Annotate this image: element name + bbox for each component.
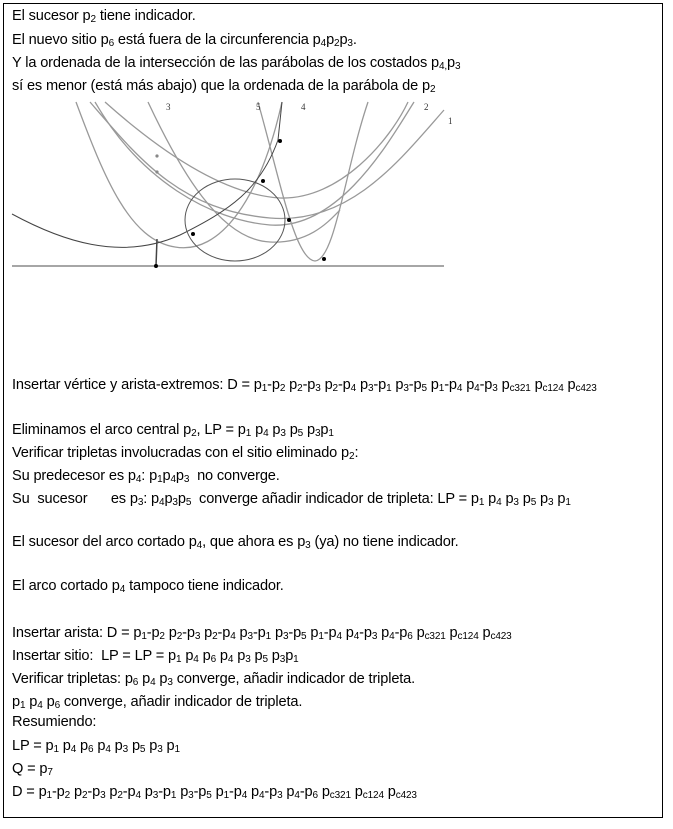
- subscript: 3: [137, 497, 144, 508]
- subscript: 4: [336, 631, 342, 642]
- circumcircle: [185, 179, 285, 261]
- parabola-4: [12, 102, 282, 247]
- subscript: c321: [424, 631, 446, 642]
- step-line: $D = p_1-p_2$ $p_2-p_3$ $p_2-p_4$ $p_3-p_1$ $p_3-p_5$ $p_1-p_4$ $p_4-p_3$ $p_4-p_6$ $p_{c321}$ $p_{c124}$ $p_{c423}$: [12, 784, 417, 801]
- subscript: 3: [314, 428, 321, 439]
- subscript: 6: [108, 38, 114, 49]
- subscript: 5: [421, 383, 427, 394]
- subscript: c423: [575, 383, 597, 394]
- subscript: 4: [227, 654, 234, 665]
- subscript: 3: [492, 383, 498, 394]
- intro-line: Y la ordenada de la intersección de las parábolas de los costados $p_{4,}p_3$: [12, 55, 461, 72]
- subscript: 2: [176, 631, 183, 642]
- subscript: 3: [100, 790, 106, 801]
- step-line: Verificar tripletas involucradas con el sitio eliminado $p_2$:: [12, 445, 359, 462]
- subscript: 1: [386, 383, 392, 394]
- subscript: 2: [81, 790, 88, 801]
- subscript: 1: [53, 744, 59, 755]
- subscript: 3: [277, 790, 283, 801]
- subscript: 6: [407, 631, 413, 642]
- site-point: [322, 257, 326, 261]
- parabola-left: [76, 102, 282, 248]
- site-point: [287, 218, 291, 222]
- step-line: Verificar tripletas: $p_6$ $p_4$ $p_3$ converge, añadir indicador de tripleta.: [12, 671, 416, 688]
- subscript: 1: [19, 700, 26, 711]
- subscript: 4: [263, 428, 269, 439]
- subscript: 5: [297, 428, 304, 439]
- subscript: 4: [230, 631, 236, 642]
- subscript: 2: [191, 428, 197, 439]
- subscript: 4: [37, 700, 43, 711]
- step-line: Insertar sitio: LP = LP = $p_1$ $p_4$ $p_6$ $p_4$ $p_3$ $p_5$ $p_3p_1$: [12, 648, 299, 665]
- site-point: [278, 139, 282, 143]
- subscript: 5: [139, 744, 146, 755]
- parabola-2: [95, 102, 414, 225]
- subscript: 1: [245, 428, 252, 439]
- subscript: 5: [262, 654, 268, 665]
- subscript: 4: [496, 497, 502, 508]
- subscript: 1: [261, 383, 268, 394]
- subscript: 4: [294, 790, 300, 801]
- subscript: 4: [150, 677, 156, 688]
- subscript: 1: [170, 790, 177, 801]
- subscript: 3: [194, 631, 201, 642]
- subscript: 5: [530, 497, 537, 508]
- subscript: 1: [141, 631, 147, 642]
- subscript: 5: [206, 790, 212, 801]
- site-point-gray: [155, 154, 158, 157]
- subscript: 3: [367, 383, 374, 394]
- subscript: 2: [429, 84, 436, 95]
- subscript: 3: [279, 654, 286, 665]
- subscript: 3: [167, 677, 173, 688]
- curve-label: 1: [448, 116, 453, 126]
- step-line: Insertar vértice y arista-extremos: $D = p_1-p_2$ $p_2-p_3$ $p_2-p_4$ $p_3-p_1$ $p_3-p_5$ $p_1-p_4$ $p_4-p_3$ $p_{c321}$ $p_{c124}$ $p_{c423}$: [12, 377, 597, 394]
- subscript: 2: [117, 790, 123, 801]
- subscript: 3: [157, 744, 163, 755]
- subscript: 1: [438, 383, 445, 394]
- subscript: 4: [241, 790, 248, 801]
- beachline-diagram: [10, 100, 453, 272]
- step-line: El arco cortado $p_4$ tampoco tiene indicador.: [12, 578, 284, 595]
- subscript: c321: [509, 383, 531, 394]
- intro-line: El nuevo sitio $p_6$ está fuera de la circunferencia $p_4p_2p_3$.: [12, 32, 357, 49]
- subscript: 5: [185, 497, 192, 508]
- subscript: 4: [320, 38, 327, 49]
- subscript: 2: [334, 38, 340, 49]
- subscript: 6: [210, 654, 217, 665]
- subscript: 3: [247, 631, 253, 642]
- subscript: 2: [212, 631, 218, 642]
- subscript: 3: [513, 497, 519, 508]
- subscript: 4: [258, 790, 265, 801]
- subscript: 4: [170, 474, 176, 485]
- subscript: 3: [347, 38, 353, 49]
- subscript: 4: [353, 631, 360, 642]
- site-point: [154, 264, 158, 268]
- step-line: Su sucesor es $p_3$: $p_4p_3p_5$ converge añadir indicador de tripleta: LP = $p_1$ $p_4$ $p_3$ $p_5$ $p_3$ $p_1$: [12, 491, 571, 508]
- subscript: 1: [46, 790, 52, 801]
- subscript: 3: [172, 497, 178, 508]
- subscript: 1: [157, 474, 163, 485]
- subscript: 6: [312, 790, 318, 801]
- subscript: 4: [159, 497, 165, 508]
- subscript: c423: [395, 790, 417, 801]
- subscript: c124: [362, 790, 384, 801]
- curve-label: 3: [166, 102, 171, 112]
- step-line: Insertar arista: $D = p_1-p_2$ $p_2-p_3$ $p_2-p_4$ $p_3-p_1$ $p_3-p_5$ $p_1-p_4$ $p_4-p_3$ $p_4-p_6$ $p_{c321}$ $p_{c124}$ $p_{c423}$: [12, 625, 512, 642]
- subscript: 2: [332, 383, 338, 394]
- intro-line: sí es menor (está más abajo) que la ordenada de la parábola de $p_2$: [12, 78, 436, 95]
- subscript: 6: [132, 677, 139, 688]
- step-line: LP = $p_1$ $p_4$ $p_6$ $p_4$ $p_3$ $p_5$ $p_3$ $p_1$: [12, 738, 180, 755]
- subscript: 3: [282, 631, 289, 642]
- subscript: 1: [174, 744, 180, 755]
- site-point-gray: [155, 170, 158, 173]
- subscript: 2: [297, 383, 303, 394]
- subscript: 6: [88, 744, 94, 755]
- subscript: c321: [329, 790, 351, 801]
- subscript: 3: [188, 790, 194, 801]
- subscript: 3: [371, 631, 378, 642]
- parabola-5: [258, 102, 368, 261]
- step-line: El sucesor del arco cortado $p_4$, que ahora es $p_3$ (ya) no tiene indicador.: [12, 534, 459, 551]
- subscript: 2: [64, 790, 71, 801]
- curve-label: 4: [301, 102, 306, 112]
- subscript: 6: [54, 700, 60, 711]
- subscript: 3: [455, 61, 461, 72]
- intro-line: El sucesor $p_2$ tiene indicador.: [12, 8, 196, 25]
- subscript: 4: [135, 790, 141, 801]
- voronoi-edge: [156, 239, 157, 266]
- subscript: 4: [135, 474, 142, 485]
- step-line: Resumiendo:: [12, 714, 97, 730]
- subscript: 2: [159, 631, 165, 642]
- subscript: 4: [456, 383, 463, 394]
- subscript: 3: [122, 744, 129, 755]
- subscript: c124: [457, 631, 479, 642]
- subscript: 1: [176, 654, 182, 665]
- subscript: 1: [293, 654, 299, 665]
- site-point: [261, 179, 265, 183]
- subscript: 3: [245, 654, 251, 665]
- step-line: Su predecesor es $p_4$: $p_1p_4p_3$ no converge.: [12, 468, 280, 485]
- subscript: 4: [196, 540, 203, 551]
- subscript: 4: [119, 584, 126, 595]
- subscript: c423: [490, 631, 512, 642]
- subscript: 4: [105, 744, 111, 755]
- parabola-2b: [105, 102, 408, 198]
- subscript: 4,: [438, 61, 448, 72]
- subscript: 4: [193, 654, 199, 665]
- step-line: Eliminamos el arco central $p_2$, LP = $p_1$ $p_4$ $p_3$ $p_5$ $p_3p_1$: [12, 422, 334, 439]
- step-line: $Q = p_7$: [12, 761, 53, 778]
- subscript: c124: [542, 383, 564, 394]
- parabola-1: [90, 102, 444, 219]
- subscript: 3: [315, 383, 321, 394]
- subscript: 2: [279, 383, 286, 394]
- subscript: 3: [548, 497, 554, 508]
- subscript: 3: [152, 790, 159, 801]
- subscript: 4: [389, 631, 395, 642]
- subscript: 3: [403, 383, 409, 394]
- subscript: 1: [223, 790, 229, 801]
- subscript: 5: [301, 631, 307, 642]
- subscript: 3: [305, 540, 311, 551]
- curve-label: 5: [256, 102, 261, 112]
- subscript: 1: [318, 631, 324, 642]
- site-point: [191, 232, 195, 236]
- subscript: 4: [350, 383, 357, 394]
- subscript: 1: [565, 497, 571, 508]
- subscript: 3: [183, 474, 190, 485]
- subscript: 1: [265, 631, 272, 642]
- subscript: 4: [70, 744, 77, 755]
- subscript: 3: [280, 428, 286, 439]
- subscript: 2: [349, 451, 355, 462]
- subscript: 2: [90, 14, 96, 25]
- subscript: 4: [474, 383, 480, 394]
- subscript: 1: [328, 428, 334, 439]
- curve-label: 2: [424, 102, 429, 112]
- subscript: 1: [478, 497, 485, 508]
- subscript: 7: [47, 767, 53, 778]
- step-line: $p_1$ $p_4$ $p_6$ converge, añadir indicador de tripleta.: [12, 694, 303, 711]
